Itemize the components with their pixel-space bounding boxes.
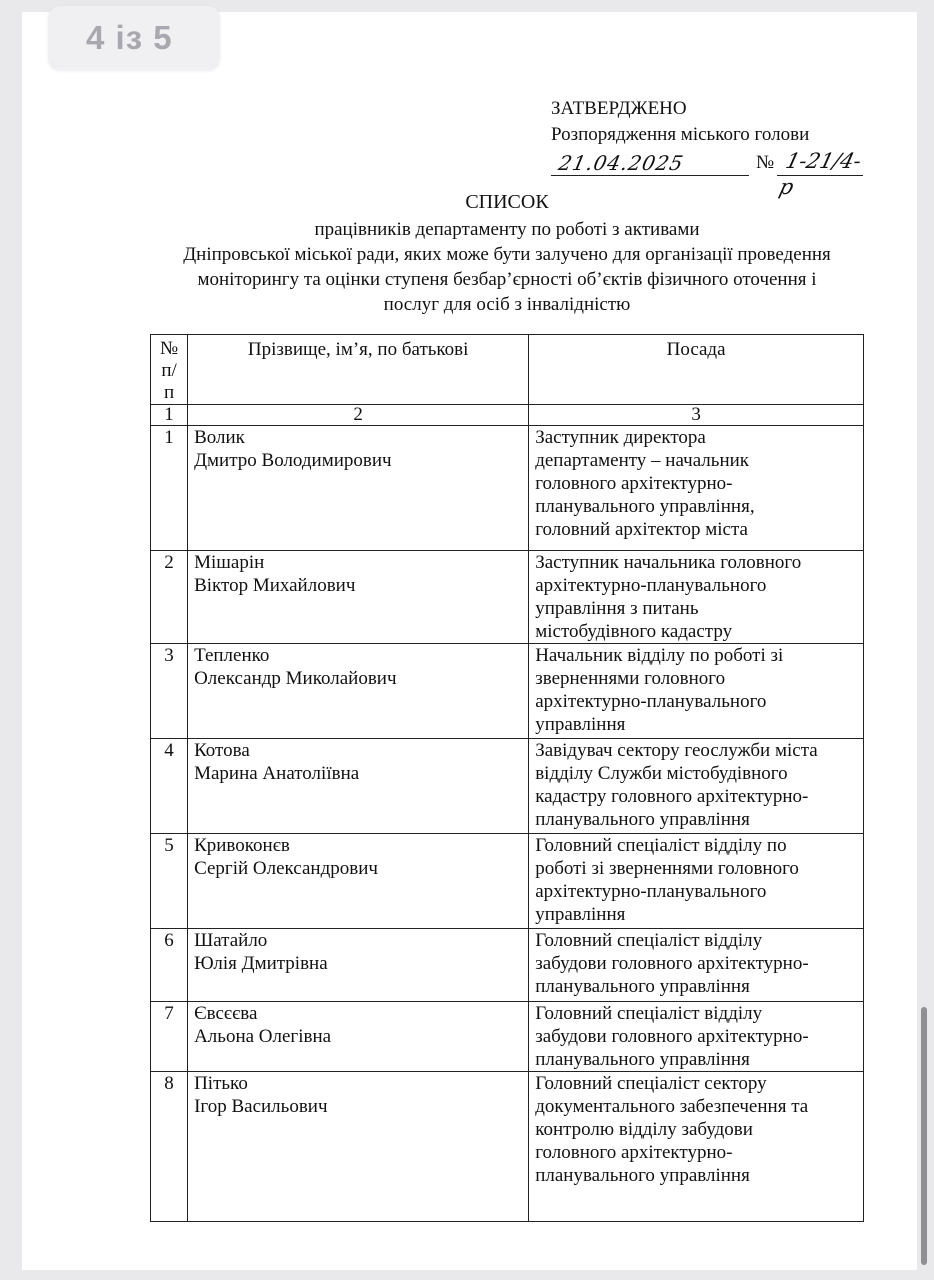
header-position: Посада bbox=[529, 335, 864, 405]
header-name: Прізвище, ім’я, по батькові bbox=[188, 335, 529, 405]
employee-given: Юлія Дмитрівна bbox=[194, 953, 328, 974]
table-row bbox=[151, 551, 864, 644]
employee-position bbox=[529, 426, 864, 551]
table-row bbox=[151, 426, 864, 551]
approval-date-number bbox=[551, 148, 871, 199]
date-underline bbox=[551, 175, 749, 176]
employee-name bbox=[188, 929, 529, 1002]
employee-surname: Кривоконєв bbox=[194, 835, 290, 856]
employee-given: Віктор Михайлович bbox=[194, 575, 356, 596]
employee-position bbox=[529, 551, 864, 644]
position-line: відділу Служби містобудівного bbox=[535, 763, 788, 784]
position-line: забудови головного архітектурно- bbox=[535, 953, 809, 974]
position-line: забудови головного архітектурно- bbox=[535, 1026, 809, 1047]
header-number bbox=[151, 335, 188, 405]
document-title bbox=[140, 190, 874, 317]
employee-name bbox=[188, 739, 529, 834]
row-number: 2 bbox=[151, 551, 188, 644]
employee-name bbox=[188, 1072, 529, 1222]
position-line: Заступник начальника головного bbox=[535, 552, 802, 573]
position-line: головного архітектурно- bbox=[535, 1142, 733, 1163]
title-line: послуг для осіб з інвалідністю bbox=[383, 294, 631, 315]
position-line: планувального управління bbox=[535, 809, 750, 830]
position-line: кадастру головного архітектурно- bbox=[535, 786, 809, 807]
page-indicator: 4 із 5 bbox=[48, 6, 220, 70]
employee-position bbox=[529, 834, 864, 929]
employee-position bbox=[529, 644, 864, 739]
employee-given: Марина Анатоліївна bbox=[194, 763, 360, 784]
position-line: архітектурно-планувального bbox=[535, 691, 767, 712]
employee-table bbox=[150, 334, 864, 1222]
employee-given: Сергій Олександрович bbox=[194, 858, 378, 879]
index-cell: 3 bbox=[529, 405, 864, 426]
number-underline bbox=[777, 175, 863, 176]
employee-surname: Пітько bbox=[194, 1073, 248, 1094]
table-row bbox=[151, 644, 864, 739]
position-line: Головний спеціаліст відділу bbox=[535, 1003, 763, 1024]
table-row bbox=[151, 834, 864, 929]
position-line: містобудівного кадастру bbox=[535, 621, 733, 642]
position-line: Головний спеціаліст відділу по bbox=[535, 835, 787, 856]
position-line: департаменту – начальник bbox=[535, 450, 750, 471]
position-line: архітектурно-планувального bbox=[535, 881, 767, 902]
title-line: Дніпровської міської ради, яких може бути залучено для організації проведення bbox=[183, 244, 831, 265]
row-number: 8 bbox=[151, 1072, 188, 1222]
employee-surname: Волик bbox=[194, 427, 245, 448]
employee-surname: Євсєєва bbox=[194, 1003, 258, 1024]
employee-position bbox=[529, 929, 864, 1002]
table-row bbox=[151, 1072, 864, 1222]
title-line: моніторингу та оцінки ступеня безбар’єрності об’єктів фізичного оточення і bbox=[197, 269, 817, 290]
row-number: 3 bbox=[151, 644, 188, 739]
employee-name bbox=[188, 644, 529, 739]
approval-by: Розпорядження міського голови bbox=[551, 124, 810, 145]
employee-name bbox=[188, 834, 529, 929]
approval-stamp bbox=[551, 96, 871, 199]
employee-surname: Котова bbox=[194, 740, 250, 761]
employee-given: Ігор Васильович bbox=[194, 1096, 328, 1117]
position-line: архітектурно-планувального bbox=[535, 575, 767, 596]
row-number: 4 bbox=[151, 739, 188, 834]
employee-name bbox=[188, 426, 529, 551]
position-line: Начальник відділу по роботі зі bbox=[535, 645, 784, 666]
header-number-text: № п/п bbox=[159, 338, 179, 403]
position-line: Головний спеціаліст відділу bbox=[535, 930, 763, 951]
table-index-row bbox=[151, 405, 864, 426]
position-line: контролю відділу забудови bbox=[535, 1119, 753, 1140]
employee-given: Альона Олегівна bbox=[194, 1026, 332, 1047]
number-sign: № bbox=[756, 152, 775, 173]
table-header-row bbox=[151, 335, 864, 405]
table-row bbox=[151, 929, 864, 1002]
position-line: управління з питань bbox=[535, 598, 699, 619]
position-line: зверненнями головного bbox=[535, 668, 726, 689]
employee-position bbox=[529, 1072, 864, 1222]
title-line: працівників департаменту по роботі з активами bbox=[314, 219, 700, 240]
position-line: планувального управління bbox=[535, 1049, 750, 1070]
position-line: Заступник директора bbox=[535, 427, 706, 448]
position-line: Головний спеціаліст сектору bbox=[535, 1073, 767, 1094]
position-line: Завідувач сектору геослужби міста bbox=[535, 740, 818, 761]
employee-given: Олександр Миколайович bbox=[194, 668, 397, 689]
row-number: 5 bbox=[151, 834, 188, 929]
table-row bbox=[151, 1002, 864, 1072]
employee-surname: Тепленко bbox=[194, 645, 270, 666]
position-line: управління bbox=[535, 904, 626, 925]
position-line: документального забезпечення та bbox=[535, 1096, 809, 1117]
handwritten-date: 21.04.2025 bbox=[556, 151, 687, 175]
approval-heading: ЗАТВЕРДЖЕНО bbox=[551, 98, 687, 119]
position-line: планувального управління bbox=[535, 1165, 750, 1186]
employee-surname: Мішарін bbox=[194, 552, 265, 573]
employee-given: Дмитро Володимирович bbox=[194, 450, 392, 471]
employee-position bbox=[529, 739, 864, 834]
row-number: 1 bbox=[151, 426, 188, 551]
employee-name bbox=[188, 1002, 529, 1072]
position-line: головний архітектор міста bbox=[535, 519, 748, 540]
position-line: планувального управління, bbox=[535, 496, 755, 517]
row-number: 6 bbox=[151, 929, 188, 1002]
table-row bbox=[151, 739, 864, 834]
employee-surname: Шатайло bbox=[194, 930, 268, 951]
position-line: головного архітектурно- bbox=[535, 473, 733, 494]
handwritten-number: 1-21/4-р bbox=[776, 149, 864, 199]
scrollbar[interactable] bbox=[921, 1007, 927, 1265]
index-cell: 2 bbox=[188, 405, 529, 426]
employee-position bbox=[529, 1002, 864, 1072]
index-cell: 1 bbox=[151, 405, 188, 426]
row-number: 7 bbox=[151, 1002, 188, 1072]
position-line: планувального управління bbox=[535, 976, 750, 997]
title-heading: СПИСОК bbox=[465, 191, 549, 213]
position-line: роботі зі зверненнями головного bbox=[535, 858, 799, 879]
position-line: управління bbox=[535, 714, 626, 735]
employee-name bbox=[188, 551, 529, 644]
